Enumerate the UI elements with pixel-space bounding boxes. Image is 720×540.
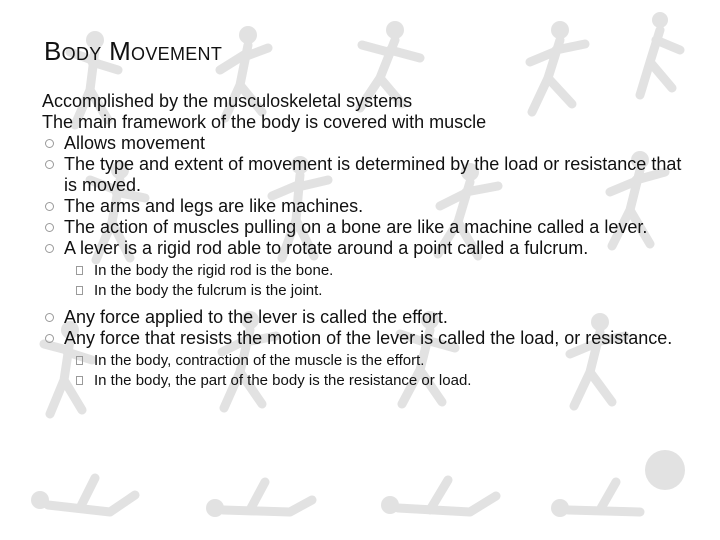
bullet-text: A lever is a rigid rod able to rotate around a point called a fulcrum.	[64, 238, 589, 258]
slide-body	[42, 91, 682, 391]
intro-line: The main framework of the body is covered with muscle	[42, 112, 487, 132]
circle-bullet-icon	[45, 244, 54, 253]
bullet-text: The arms and legs are like machines.	[64, 196, 364, 216]
bullet-text: The type and extent of movement is determined by the load or resistance that is moved.	[64, 154, 682, 195]
square-bullet-icon	[76, 376, 83, 385]
intro-line: Accomplished by the musculoskeletal systems	[42, 91, 413, 111]
bullet-item	[42, 217, 682, 238]
circle-bullet-icon	[45, 313, 54, 322]
sub-bullet-item	[42, 261, 682, 281]
bullet-item	[42, 328, 682, 349]
sub-bullet-text: In the body the rigid rod is the bone.	[94, 262, 334, 279]
bullet-text: Allows movement	[64, 133, 206, 153]
circle-bullet-icon	[45, 202, 54, 211]
circle-bullet-icon	[45, 160, 54, 169]
square-bullet-icon	[76, 356, 83, 365]
bullet-item	[42, 307, 682, 328]
bullet-item	[42, 196, 682, 217]
sub-bullet-text: In the body the fulcrum is the joint.	[94, 282, 323, 299]
bullet-text: Any force applied to the lever is called the effort.	[64, 307, 448, 327]
sub-bullet-item	[42, 351, 682, 371]
sub-bullet-text: In the body, the part of the body is the resistance or load.	[94, 372, 472, 389]
slide-title: Body Movement	[44, 36, 223, 66]
sub-bullet-text: In the body, contraction of the muscle is the effort.	[94, 352, 425, 369]
sub-bullet-item	[42, 371, 682, 391]
bullet-item	[42, 238, 682, 259]
bullet-text: The action of muscles pulling on a bone are like a machine called a lever.	[64, 217, 648, 237]
circle-bullet-icon	[45, 334, 54, 343]
circle-bullet-icon	[45, 223, 54, 232]
sub-bullet-item	[42, 281, 682, 301]
bullet-item	[42, 154, 682, 196]
bullet-item	[42, 133, 682, 154]
square-bullet-icon	[76, 286, 83, 295]
square-bullet-icon	[76, 266, 83, 275]
circle-bullet-icon	[45, 139, 54, 148]
bullet-text: Any force that resists the motion of the lever is called the load, or resistance.	[64, 328, 673, 348]
